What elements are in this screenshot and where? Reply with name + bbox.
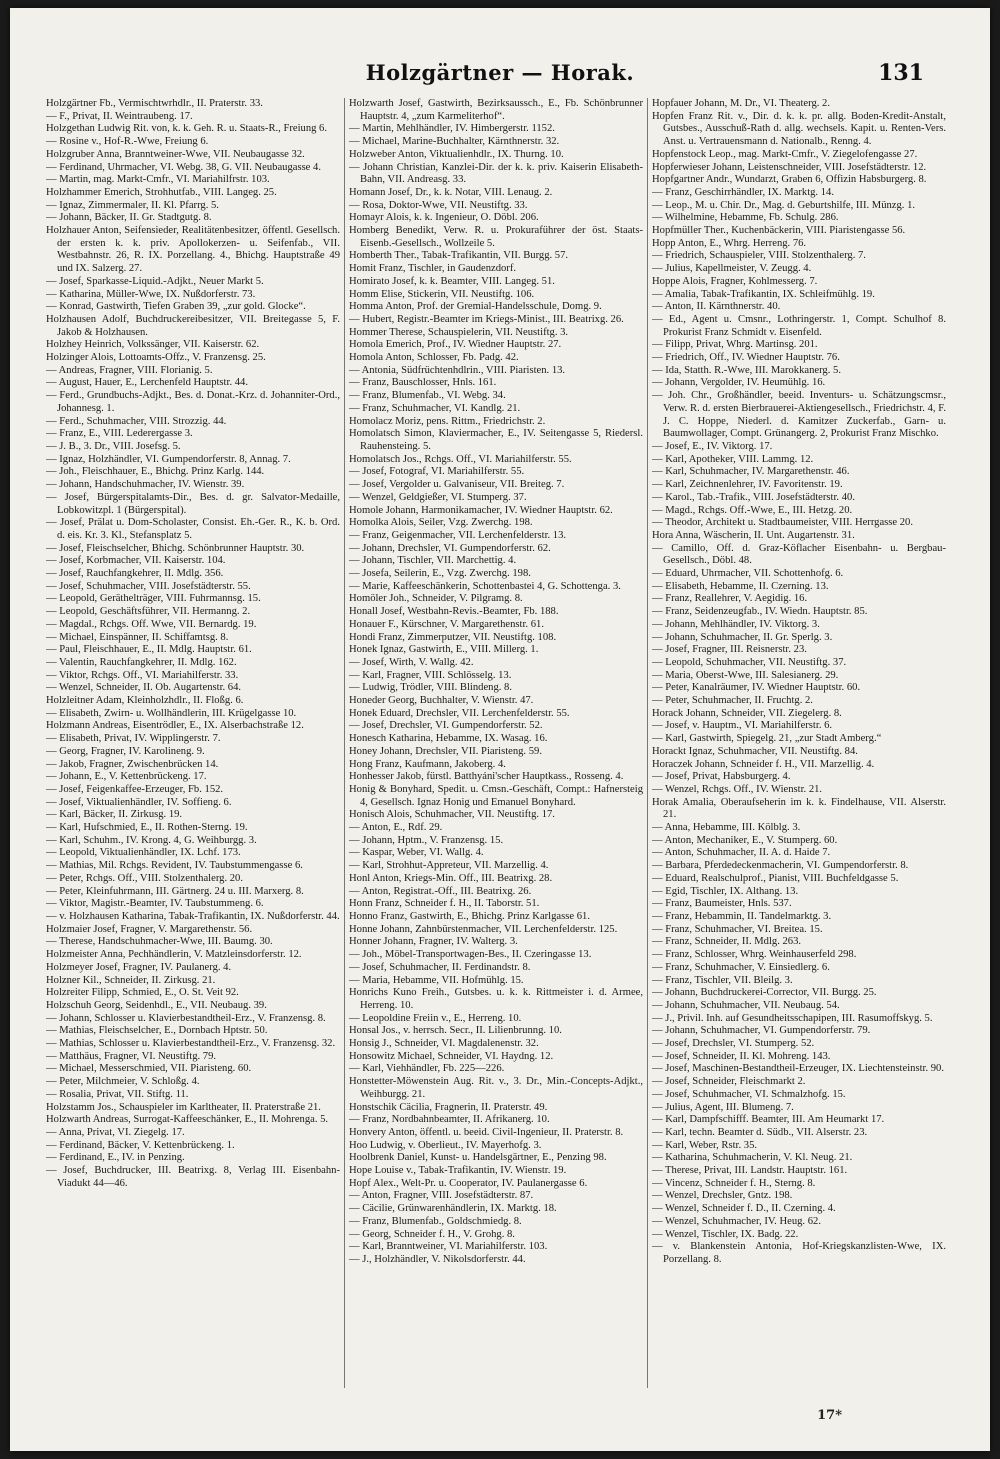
directory-entry: — Peter, Kleinfuhrmann, III. Gärtnerg. 24 u. III. Marxerg. 8. — [46, 885, 304, 897]
directory-entry: — Wenzel, Schneider, II. Ob. Augartenstr. 64. — [46, 682, 242, 694]
directory-entry: Homolacz Moriz, pens. Rittm., Friedrichstr. 2. — [349, 415, 546, 427]
directory-entry: Homole Johann, Harmonikamacher, IV. Wiedner Hauptstr. 62. — [349, 504, 613, 516]
directory-entry: — Josef, Wirth, V. Wallg. 42. — [349, 656, 474, 668]
directory-entry: — Josef, Drechsler, VI. Gumpendorferstr. 52. — [349, 720, 543, 732]
directory-entry: — Wenzel, Schuhmacher, IV. Heug. 62. — [652, 1215, 821, 1227]
directory-entry: — Mathias, Mil. Rchgs. Revident, IV. Taubstummengasse 6. — [46, 860, 303, 872]
directory-entry: — Antonia, Südfrüchtenhdlrin., VIII. Piaristen. 13. — [349, 364, 566, 376]
directory-entry: — Josef, Viktualienhändler, IV. Soffieng. 6. — [46, 796, 232, 808]
directory-entry: — Josef, Schneider, II. Kl. Mohreng. 143. — [652, 1050, 831, 1062]
directory-entry: Homola Anton, Schlosser, Fb. Padg. 42. — [349, 352, 519, 364]
directory-entry: — Karl, Bäcker, II. Zirkusg. 19. — [46, 809, 183, 821]
directory-entry: — Karl, Viehhändler, Fb. 225—226. — [349, 1063, 505, 1075]
directory-entry: — Michael, Einspänner, II. Schiffamtsg. 8. — [46, 631, 229, 643]
directory-entry: — Karl, Strohhut-Appreteur, VII. Marzellig. 4. — [349, 860, 549, 872]
directory-entry: Homöler Joh., Schneider, V. Pilgramg. 8. — [349, 593, 523, 605]
directory-entry: — Josef, Bürgerspitalamts-Dir., Bes. d. gr. Salvator-Medaille, Lobkowitzpl. 1 (Bürgerspital). — [46, 491, 340, 516]
directory-entry: Honne Johann, Zahnbürstenmacher, VII. Lerchenfelderstr. 125. — [349, 923, 618, 935]
directory-entry: — Anna, Privat, VI. Ziegelg. 17. — [46, 1126, 185, 1138]
directory-entry: Honsal Jos., v. herrsch. Secr., II. Lilienbrunng. 10. — [349, 1025, 562, 1037]
directory-entry: — Josef, Rauchfangkehrer, II. Mdlg. 356. — [46, 568, 224, 580]
directory-entry: — Peter, Rchgs. Off., VIII. Stolzenthalerg. 20. — [46, 872, 243, 884]
directory-entry: — Peter, Schuhmacher, II. Fruchtg. 2. — [652, 695, 813, 707]
directory-entry: — Karol., Tab.-Trafik., VIII. Josefstädterstr. 40. — [652, 491, 855, 503]
directory-entry: — v. Holzhausen Katharina, Tabak-Trafikantin, IX. Nußdorferstr. 44. — [46, 911, 340, 922]
directory-entry: Homayr Alois, k. k. Ingenieur, O. Döbl. 206. — [349, 212, 539, 224]
directory-entry: Horack Johann, Schneider, VII. Ziegelerg. 8. — [652, 707, 842, 719]
directory-entry: — Martin, mag. Markt-Cmfr., VI. Mariahilfrstr. 103. — [46, 174, 270, 186]
directory-entry: — Franz, Bauschlosser, Hnls. 161. — [349, 377, 497, 389]
directory-entry: — F., Privat, II. Weintraubeng. 17. — [46, 110, 193, 122]
directory-entry: — Franz, Baumeister, Hnls. 537. — [652, 898, 792, 910]
directory-entry: — Anton, Mechaniker, E., V. Stumperg. 60. — [652, 834, 838, 846]
directory-entry: — Rosalia, Privat, VII. Stiftg. 11. — [46, 1088, 189, 1100]
directory-entry: Honrichs Kuno Freih., Gutsbes. u. k. k. Rittmeister i. d. Armee, Herreng. 10. — [349, 987, 643, 1011]
directory-entry: — Johann, Schuhmacher, II. Gr. Sperlg. 3. — [652, 631, 833, 643]
directory-entry: — Leopold, Geräthelträger, VIII. Fuhrmannsg. 15. — [46, 593, 261, 605]
directory-entry: — Josef, Fleischselcher, Bhichg. Schönbrunner Hauptstr. 30. — [46, 542, 305, 554]
directory-entry: — v. Blankenstein Antonia, Hof-Kriegskanzlisten-Wwe, IX. Porzellang. 8. — [652, 1241, 946, 1265]
directory-entry: Honstschik Cäcilia, Fragnerin, II. Praterstr. 49. — [349, 1101, 548, 1113]
directory-entry: — Leopold, Viktualienhändler, IX. Lchf. 173. — [46, 847, 241, 859]
directory-entry: Holzmann Andreas, Eisentrödler, E., IX. Alserbachstraße 12. — [46, 720, 304, 732]
directory-entry: — Georg, Fragner, IV. Karolineng. 9. — [46, 745, 205, 757]
directory-entry: — Karl, Dampfschifff. Beamter, III. Am Heumarkt 17. — [652, 1114, 885, 1126]
directory-entry: — Josef, Fragner, III. Reisnerstr. 23. — [652, 644, 807, 656]
directory-entry: — Egid, Tischler, IX. Althang. 13. — [652, 885, 799, 897]
directory-entry: Horak Amalia, Oberaufseherin im k. k. Findelhause, VII. Alserstr. 21. — [652, 796, 946, 821]
directory-entry: Homirato Josef, k. k. Beamter, VIII. Langeg. 51. — [349, 275, 555, 287]
directory-entry: — Vincenz, Schneider f. H., Sterng. 8. — [652, 1177, 816, 1189]
column-1 — [46, 98, 344, 1388]
page-header — [10, 60, 990, 90]
directory-entry: — Wenzel, Drechsler, Gntz. 198. — [652, 1190, 793, 1202]
directory-entry: — Elisabeth, Hebamme, II. Czerning. 13. — [652, 580, 829, 592]
directory-entry: — Katharina, Schuhmacherin, V. Kl. Neug. 21. — [652, 1152, 853, 1164]
directory-entry: Hopfauer Johann, M. Dr., VI. Theaterg. 2. — [652, 98, 830, 109]
directory-entry: — Friedrich, Schauspieler, VIII. Stolzenthalerg. 7. — [652, 250, 866, 262]
directory-entry: — Karl, Fragner, VIII. Schlösselg. 13. — [349, 669, 512, 681]
directory-entry: — Johann, Hptm., V. Franzensg. 15. — [349, 834, 504, 846]
directory-entry: — Valentin, Rauchfangkehrer, II. Mdlg. 162. — [46, 656, 237, 668]
directory-entry: — Martin, Mehlhändler, IV. Himbergerstr. 1152. — [349, 123, 555, 135]
directory-entry: Hopferwieser Johann, Leistenschneider, VIII. Josefstädterstr. 12. — [652, 161, 927, 173]
directory-entry: Holzwarth Andreas, Surrogat-Kaffeeschänker, E., II. Mohrenga. 5. — [46, 1114, 329, 1126]
directory-entry: Hopf Alex., Welt-Pr. u. Cooperator, IV. Paulanergasse 6. — [349, 1177, 588, 1189]
directory-entry: — Wenzel, Tischler, IX. Badg. 22. — [652, 1228, 799, 1240]
directory-entry: Holzhey Heinrich, Volkssänger, VII. Kaiserstr. 62. — [46, 339, 260, 351]
directory-entry: Holzinger Alois, Lottoamts-Offz., V. Franzensg. 25. — [46, 352, 266, 364]
directory-entry: — Josef, Schneider, Fleischmarkt 2. — [652, 1076, 806, 1088]
directory-entry: Holzhauer Anton, Seifensieder, Realitätenbesitzer, öffentl. Gesellsch. der ersten k. k. priv. Apollokerzen- u. Seifenfab., VII. Westbahnstr. 26, R. IX. Porzellang. 4., Bhichg. Hauptstraße 49 und IX. Salzerg. 27. — [46, 225, 340, 275]
directory-entry: — Anton, Schuhmacher, II. A. d. Haide 7. — [652, 847, 831, 859]
directory-entry: — Josef, Feigenkaffee-Erzeuger, Fb. 152. — [46, 783, 224, 795]
directory-entry: — Kaspar, Weber, VI. Wallg. 4. — [349, 847, 484, 859]
directory-entry: — Mathias, Fleischselcher, E., Dornbach Hptstr. 50. — [46, 1025, 268, 1037]
directory-entry: Honsig J., Schneider, VI. Magdalenenstr. 32. — [349, 1038, 539, 1050]
directory-entry: — Michael, Messerschmied, VII. Piaristeng. 60. — [46, 1063, 252, 1075]
directory-entry: Holzhammer Emerich, Strohhutfab., VIII. Langeg. 25. — [46, 186, 277, 198]
directory-entry: Honek Eduard, Drechsler, VII. Lerchenfelderstr. 55. — [349, 707, 570, 719]
directory-entry: — Elisabeth, Privat, IV. Wipplingerstr. 7. — [46, 733, 221, 745]
directory-entry: Homolatsch Jos., Rchgs. Off., VI. Mariahilferstr. 55. — [349, 453, 572, 465]
directory-entry: — Josef, Sparkasse-Liquid.-Adjkt., Neuer Markt 5. — [46, 275, 264, 287]
directory-entry: — Johann, E., V. Kettenbrückeng. 17. — [46, 771, 207, 783]
directory-entry: — Leopoldine Freiin v., E., Herreng. 10. — [349, 1012, 522, 1024]
directory-entry: — Karl, Zeichnenlehrer, IV. Favoritenstr. 19. — [652, 479, 843, 491]
directory-entry: Hong Franz, Kaufmann, Jakoberg. 4. — [349, 758, 506, 770]
directory-entry: — Franz, Schuhmacher, VI. Breitea. 15. — [652, 923, 823, 935]
directory-entry: — Anton, II. Kärnthnerstr. 40. — [652, 301, 781, 313]
directory-entry: — J., Privil. Inh. auf Gesundheitsschapipen, III. Rasumoffskyg. 5. — [652, 1012, 933, 1024]
directory-entry: Hope Louise v., Tabak-Trafikantin, IV. Wienstr. 19. — [349, 1165, 567, 1177]
directory-entry: Honeder Georg, Buchhalter, V. Wienstr. 47. — [349, 695, 534, 707]
directory-entry: — Hubert, Registr.-Beamter im Kriegs-Minist., III. Beatrixg. 26. — [349, 313, 624, 325]
directory-entry: Hopp Anton, E., Whrg. Herreng. 76. — [652, 237, 807, 249]
directory-entry: Holzwarth Josef, Gastwirth, Bezirksaussch., E., Fb. Schönbrunner Hauptstr. 4, „zum Karmeliterhof“. — [349, 98, 643, 122]
directory-entry: — Wenzel, Schneider f. D., II. Czerning. 4. — [652, 1203, 836, 1215]
directory-entry: Hoppe Alois, Fragner, Kohlmesserg. 7. — [652, 275, 818, 287]
directory-entry: Honig & Bonyhard, Spedit. u. Cmsn.-Geschäft, Compt.: Hafnersteig 4, Gesellsch. Ignaz Honig und Emanuel Bonyhard. — [349, 783, 643, 808]
directory-entry: — Johann, Schuhmacher, VII. Neubaug. 54. — [652, 999, 840, 1011]
directory-entry: — Therese, Privat, III. Landstr. Hauptstr. 161. — [652, 1165, 848, 1177]
directory-entry: — Anna, Hebamme, III. Kölblg. 3. — [652, 822, 801, 834]
directory-entry: — Josef, Korbmacher, VII. Kaiserstr. 104. — [46, 555, 226, 567]
directory-entry: — Cäcilie, Grünwarenhändlerin, IX. Marktg. 18. — [349, 1203, 557, 1215]
column-3 — [647, 98, 950, 1388]
directory-entry: — Eduard, Uhrmacher, VII. Schottenhofg. 6. — [652, 568, 844, 580]
directory-entry: — Wilhelmine, Hebamme, Fb. Schulg. 286. — [652, 212, 839, 224]
directory-entry: Hopfenstock Leop., mag. Markt-Cmfr., V. Ziegelofengasse 27. — [652, 148, 918, 160]
directory-entry: — Josef, Vergolder u. Galvaniseur, VII. Breiteg. 7. — [349, 479, 565, 491]
directory-entry: — Karl, Hufschmied, E., II. Rothen-Sterng. 19. — [46, 822, 248, 834]
directory-entry: — Rosine v., Hof-R.-Wwe, Freiung 6. — [46, 136, 209, 148]
directory-entry: Honauer F., Kürschner, V. Margarethenstr. 61. — [349, 618, 544, 630]
page-number: 131 — [878, 60, 924, 86]
directory-entry: Holzgärtner Fb., Vermischtwrhdlr., II. Praterstr. 33. — [46, 98, 263, 109]
directory-entry: — Franz, Nordbahnbeamter, II. Afrikanerg. 10. — [349, 1114, 550, 1126]
running-head: Holzgärtner — Horak. — [365, 60, 635, 85]
directory-entry: — Wenzel, Rchgs. Off., IV. Wienstr. 21. — [652, 783, 823, 795]
directory-entry: — Konrad, Gastwirth, Tiefen Graben 39, „zur gold. Glocke“. — [46, 301, 306, 313]
directory-entry: — Ferdinand, Uhrmacher, VI. Webg. 38, G. VII. Neubaugasse 4. — [46, 161, 321, 173]
directory-entry: Honn Franz, Schneider f. H., II. Taborstr. 51. — [349, 898, 540, 910]
directory-entry: Homit Franz, Tischler, in Gaudenzdorf. — [349, 263, 516, 275]
directory-entry: Hoolbrenk Daniel, Kunst- u. Handelsgärtner, E., Penzing 98. — [349, 1152, 607, 1164]
directory-entry: — Johann, Mehlhändler, IV. Viktorg. 3. — [652, 618, 820, 630]
directory-entry: Holzgethan Ludwig Rit. von, k. k. Geh. R. u. Staats-R., Freiung 6. — [46, 123, 328, 135]
directory-entry: — Franz, Tischler, VII. Bleilg. 3. — [652, 974, 793, 986]
directory-entry: Homberth Ther., Tabak-Trafikantin, VII. Burgg. 57. — [349, 250, 569, 262]
directory-entry: — Paul, Fleischhauer, E., II. Mdlg. Hauptstr. 61. — [46, 644, 252, 656]
directory-entry: — J., Holzhändler, V. Nikolsdorferstr. 44. — [349, 1253, 526, 1265]
directory-entry: — Johann, Handschuhmacher, IV. Wienstr. 39. — [46, 479, 245, 491]
directory-entry: Honno Franz, Gastwirth, E., Bhichg. Prinz Karlgasse 61. — [349, 911, 590, 922]
directory-entry: Holzmeyer Josef, Fragner, IV. Paulanerg. 4. — [46, 961, 232, 973]
directory-entry: Holzmaier Josef, Fragner, V. Margarethenstr. 56. — [46, 923, 253, 935]
directory-entry: — Ferdinand, Bäcker, V. Kettenbrückeng. 1. — [46, 1139, 235, 1151]
directory-entry: — Ignaz, Zimmermaler, II. Kl. Pfarrg. 5. — [46, 199, 219, 211]
directory-entry: — Franz, Hebammin, II. Tandelmarktg. 3. — [652, 911, 832, 922]
directory-entry: — Eduard, Realschulprof., Pianist, VIII. Buchfeldgasse 5. — [652, 872, 899, 884]
directory-entry: Holzmeister Anna, Pechhändlerin, V. Matzleinsdorferstr. 12. — [46, 949, 302, 961]
directory-entry: — Rosa, Doktor-Wwe, VII. Neustiftg. 33. — [349, 199, 528, 211]
directory-entry: — Franz, Schuhmacher, VI. Kandlg. 21. — [349, 402, 521, 414]
directory-entry: — Johann, Vergolder, IV. Heumühlg. 16. — [652, 377, 826, 389]
directory-entry: Honvery Anton, öffentl. u. beeid. Civil-Ingenieur, II. Praterstr. 8. — [349, 1126, 624, 1138]
directory-entry: — Josef, Schuhmacher, VI. Schmalzhofg. 15. — [652, 1088, 846, 1100]
directory-entry: — Mathias, Schlosser u. Klavierbestandtheil-Erz., V. Franzensg. 32. — [46, 1038, 336, 1050]
directory-entry: — Ferd., Grundbuchs-Adjkt., Bes. d. Donat.-Krz. d. Johanniter-Ord., Johannesg. 1. — [46, 390, 340, 414]
directory-entry: — Peter, Milchmeier, V. Schloßg. 4. — [46, 1076, 200, 1088]
directory-entry: — Karl, Apotheker, VIII. Lammg. 12. — [652, 453, 814, 465]
directory-entry: — Julius, Kapellmeister, V. Zeugg. 4. — [652, 263, 812, 275]
directory-entry: — Matthäus, Fragner, VI. Neustiftg. 79. — [46, 1050, 217, 1062]
directory-entry: — Johann, Buchdruckerei-Corrector, VII. Burgg. 25. — [652, 987, 877, 999]
directory-entry: — Leopold, Schuhmacher, VII. Neustiftg. 37. — [652, 656, 847, 668]
directory-entry: — Franz, Reallehrer, V. Aegidig. 16. — [652, 593, 808, 605]
directory-entry: — Johann, Bäcker, II. Gr. Stadtgutg. 8. — [46, 212, 212, 224]
directory-entry: — Ludwig, Trödler, VIII. Blindeng. 8. — [349, 682, 512, 694]
directory-entry: — Josef, Fotograf, VI. Mariahilferstr. 55. — [349, 466, 525, 478]
directory-entry: — Ignaz, Holzhändler, VI. Gumpendorferstr. 8, Annag. 7. — [46, 453, 291, 465]
directory-entry: Holzstamm Jos., Schauspieler im Karltheater, II. Praterstraße 21. — [46, 1101, 321, 1113]
directory-entry: — Joh., Möbel-Transportwagen-Bes., II. Czeringasse 13. — [349, 949, 592, 961]
directory-entry: Honey Johann, Drechsler, VII. Piaristeng. 59. — [349, 745, 542, 757]
directory-entry: Horackt Ignaz, Schuhmacher, VII. Neustiftg. 84. — [652, 745, 858, 757]
directory-entry: — Johann, Tischler, VII. Marchettig. 4. — [349, 555, 517, 567]
directory-entry: Holzweber Anton, Viktualienhdlr., IX. Thurng. 10. — [349, 148, 564, 160]
directory-entry: — Ferd., Schuhmacher, VIII. Strozzig. 44. — [46, 415, 227, 427]
directory-entry: Honek Ignaz, Gastwirth, E., VIII. Millerg. 1. — [349, 644, 539, 656]
directory-entry: — Josef, E., IV. Viktorg. 17. — [652, 440, 773, 452]
directory-entry: — Georg, Schneider f. H., V. Grohg. 8. — [349, 1228, 515, 1240]
directory-entry: Honl Anton, Kriegs-Min. Off., III. Beatrixg. 28. — [349, 872, 553, 884]
directory-entry: — Viktor, Magistr.-Beamter, IV. Taubstummeng. 6. — [46, 898, 264, 910]
directory-entry: Holzreiter Filipp, Schmied, E., O. St. Veit 92. — [46, 987, 239, 999]
directory-entry: — Joh. Chr., Großhändler, beeid. Inventurs- u. Schätzungscmsr., Verw. R. d. ersten Bierbrauerei-Aktiengesellsch., Friedrichstr. 4, F. J. C. Hoppe, Niederl. d. Kamitzer Zuckerfab., Garn- u. Baumwollager, Compt. Grünangerg. 2, Prokurist Franz Mischko. — [652, 390, 946, 440]
directory-entry: Holzschuh Georg, Seidenhdl., E., VII. Neubaug. 39. — [46, 999, 267, 1011]
directory-entry: — Barbara, Pferdedeckenmacherin, VI. Gumpendorferstr. 8. — [652, 860, 909, 872]
directory-entry: — Johann Christian, Kanzlei-Dir. der k. k. priv. Kaiserin Elisabeth-Bahn, VII. Andreasg. 33. — [349, 161, 643, 186]
directory-entry: — Johann, Schlosser u. Klavierbestandtheil-Erz., V. Franzensg. 8. — [46, 1012, 326, 1024]
directory-entry: Hommer Therese, Schauspielerin, VII. Neustiftg. 3. — [349, 326, 569, 338]
directory-entry: — Katharina, Müller-Wwe, IX. Nußdorferstr. 73. — [46, 288, 256, 300]
directory-entry: — Anton, Registrat.-Off., III. Beatrixg. 26. — [349, 885, 532, 897]
directory-entry: Holzgruber Anna, Branntweiner-Wwe, VII. Neubaugasse 32. — [46, 148, 305, 160]
directory-entry: — Theodor, Architekt u. Stadtbaumeister, VIII. Herrgasse 20. — [652, 517, 913, 529]
directory-entry: — Franz, Blumenfab., VI. Webg. 34. — [349, 390, 506, 402]
column-2 — [344, 98, 647, 1388]
directory-entry: — Filipp, Privat, Whrg. Martinsg. 201. — [652, 339, 818, 351]
directory-entry: — Viktor, Rchgs. Off., VI. Mariahilferstr. 33. — [46, 669, 239, 681]
directory-entry: — Wenzel, Geldgießer, VI. Stumperg. 37. — [349, 491, 527, 503]
directory-entry: — Karl, Weber, Rstr. 35. — [652, 1139, 758, 1151]
directory-entry: — August, Hauer, E., Lerchenfeld Hauptstr. 44. — [46, 377, 248, 389]
directory-entry: — Josefa, Seilerin, E., Vzg. Zwerchg. 198. — [349, 568, 531, 580]
directory-entry: — Johann, Schuhmacher, VI. Gumpendorferstr. 79. — [652, 1025, 871, 1037]
directory-entry: — Franz, Schuhmacher, V. Einsiedlerg. 6. — [652, 961, 830, 973]
directory-entry: — Michael, Marine-Buchhalter, Kärnthnerstr. 32. — [349, 136, 560, 148]
directory-entry: Homolatsch Simon, Klaviermacher, E., IV. Seitengasse 5, Riedersl. Rauhensteing. 5. — [349, 428, 643, 452]
directory-entry: Homma Anton, Prof. der Gremial-Handelsschule, Domg. 9. — [349, 301, 602, 313]
directory-entry: Homola Emerich, Prof., IV. Wiedner Hauptstr. 27. — [349, 339, 562, 351]
directory-columns — [46, 98, 950, 1388]
directory-entry: — Karl, Schuhm., IV. Krong. 4, G. Weihburgg. 3. — [46, 834, 257, 846]
directory-entry: Honner Johann, Fragner, IV. Walterg. 3. — [349, 936, 518, 948]
directory-entry: — Josef, Maschinen-Bestandtheil-Erzeuger, IX. Liechtensteinstr. 90. — [652, 1063, 944, 1075]
directory-entry: Honstetter-Möwenstein Aug. Rit. v., 3. Dr., Min.-Concepts-Adjkt., Weihburgg. 21. — [349, 1076, 643, 1100]
directory-entry: Hora Anna, Wäscherin, II. Unt. Augartenstr. 31. — [652, 529, 855, 541]
directory-entry: — Franz, Blumenfab., Goldschmiedg. 8. — [349, 1215, 522, 1227]
directory-entry: — Franz, Schlosser, Whrg. Weinhauserfeld 298. — [652, 949, 857, 961]
signature-mark: 17* — [817, 1408, 842, 1423]
directory-entry: — Therese, Handschuhmacher-Wwe, III. Baumg. 30. — [46, 936, 273, 948]
directory-entry: — Elisabeth, Zwirn- u. Wollhändlerin, III. Krügelgasse 10. — [46, 707, 297, 719]
directory-entry: — Ferdinand, E., IV. in Penzing. — [46, 1152, 185, 1164]
directory-entry: — Franz, Geschirrhändler, IX. Marktg. 14. — [652, 186, 834, 198]
directory-entry: Honall Josef, Westbahn-Revis.-Beamter, Fb. 188. — [349, 606, 559, 618]
directory-entry: — Leopold, Geschäftsführer, VII. Hermanng. 2. — [46, 606, 251, 618]
directory-entry: Hopfmüller Ther., Kuchenbäckerin, VIII. Piaristengasse 56. — [652, 225, 906, 237]
directory-entry: — Josef, v. Hauptm., VI. Mariahilferstr. 6. — [652, 720, 833, 732]
directory-entry: — Josef, Privat, Habsburgerg. 4. — [652, 771, 791, 783]
directory-entry: — Karl, Schuhmacher, IV. Margarethenstr. 46. — [652, 466, 850, 478]
directory-entry: — Karl, techn. Beamter d. Südb., VII. Alserstr. 23. — [652, 1126, 868, 1138]
directory-entry: Hoo Ludwig, v. Oberlieut., IV. Mayerhofg. 3. — [349, 1139, 542, 1151]
directory-entry: Honisch Alois, Schuhmacher, VII. Neustiftg. 17. — [349, 809, 555, 821]
directory-entry: — Karl, Gastwirth, Spiegelg. 21, „zur Stadt Amberg.“ — [652, 733, 882, 745]
directory-entry: — Friedrich, Off., IV. Wiedner Hauptstr. 76. — [652, 352, 840, 364]
directory-entry: — Ida, Statth. R.-Wwe, III. Marokkanerg. 5. — [652, 364, 841, 376]
directory-entry: — Karl, Branntweiner, VI. Mariahilferstr. 103. — [349, 1241, 548, 1253]
directory-entry: — Anton, Fragner, VIII. Josefstädterstr. 87. — [349, 1190, 534, 1202]
directory-entry: — Anton, E., Rdf. 29. — [349, 822, 443, 834]
directory-entry: — Jakob, Fragner, Zwischenbrücken 14. — [46, 758, 219, 770]
directory-entry: Homberg Benedikt, Verw. R. u. Prokuraführer der öst. Staats-Eisenb.-Gesellsch., Wollzeile 5. — [349, 225, 643, 249]
directory-entry: Homann Josef, Dr., k. k. Notar, VIII. Lenaug. 2. — [349, 186, 553, 198]
directory-entry: — Josef, Buchdrucker, III. Beatrixg. 8, Verlag III. Eisenbahn-Viadukt 44—46. — [46, 1165, 340, 1189]
directory-entry: — Leop., M. u. Chir. Dr., Mag. d. Geburtshilfe, III. Münzg. 1. — [652, 199, 916, 211]
directory-entry: — Josef, Schuhmacher, VIII. Josefstädterstr. 55. — [46, 580, 251, 592]
directory-entry: — J. B., 3. Dr., VIII. Josefsg. 5. — [46, 440, 181, 452]
directory-entry: Hopfgartner Andr., Wundarzt, Graben 6, Offizin Habsburgerg. 8. — [652, 174, 927, 186]
directory-entry: — Josef, Drechsler, VI. Stumperg. 52. — [652, 1038, 815, 1050]
directory-entry: Holzhausen Adolf, Buchdruckereibesitzer, VII. Breitegasse 5, F. Jakob & Holzhausen. — [46, 313, 340, 338]
directory-entry: Holzleitner Adam, Kleinholzhdlr., II. Floßg. 6. — [46, 695, 244, 707]
directory-entry: — Franz, Geigenmacher, VII. Lerchenfelderstr. 13. — [349, 529, 567, 541]
directory-entry: — Franz, Schneider, II. Mdlg. 263. — [652, 936, 802, 948]
directory-entry: — Maria, Hebamme, VII. Hofmühlg. 15. — [349, 974, 524, 986]
directory-entry: — Marie, Kaffeeschänkerin, Schottenbastei 4, G. Schottenga. 3. — [349, 580, 621, 592]
directory-entry: Homolka Alois, Seiler, Vzg. Zwerchg. 198. — [349, 517, 533, 529]
directory-entry: — Peter, Kanalräumer, IV. Wiedner Hauptstr. 60. — [652, 682, 861, 694]
directory-entry: Honesch Katharina, Hebamme, IX. Wasag. 16. — [349, 733, 548, 745]
directory-entry: Honsowitz Michael, Schneider, VI. Haydng. 12. — [349, 1050, 554, 1062]
directory-entry: — Magd., Rchgs. Off.-Wwe, E., III. Hetzg. 20. — [652, 504, 853, 516]
directory-entry: — Amalia, Tabak-Trafikantin, IX. Schleifmühlg. 19. — [652, 288, 875, 300]
directory-entry: — Josef, Prälat u. Dom-Scholaster, Consist. Eh.-Ger. R., K. b. Ord. d. eis. Kr. 3. Kl., Stefansplatz 5. — [46, 517, 340, 541]
directory-entry: — Franz, E., VIII. Lederergasse 3. — [46, 428, 193, 440]
directory-entry: — Magdal., Rchgs. Off. Wwe, VII. Bernardg. 19. — [46, 618, 257, 630]
directory-entry: Homm Elise, Stickerin, VII. Neustiftg. 106. — [349, 288, 535, 300]
directory-entry: — Joh., Fleischhauer, E., Bhichg. Prinz Karlg. 144. — [46, 466, 265, 478]
directory-entry: Horaczek Johann, Schneider f. H., VII. Marzellig. 4. — [652, 758, 875, 770]
directory-entry: — Ed., Agent u. Cmsnr., Lothringerstr. 1, Compt. Schulhof 8. Prokurist Franz Schmidt v. Eisenfeld. — [652, 313, 946, 338]
directory-entry: — Julius, Agent, III. Blumeng. 7. — [652, 1101, 794, 1113]
directory-entry: — Josef, Schuhmacher, II. Ferdinandstr. 8. — [349, 961, 531, 973]
directory-entry: Honhesser Jakob, fürstl. Batthyáni'scher Hauptkass., Rosseng. 4. — [349, 771, 624, 783]
directory-page — [10, 8, 990, 1451]
directory-entry: — Franz, Seidenzeugfab., IV. Wiedn. Hauptstr. 85. — [652, 606, 868, 618]
directory-entry: Holzner Kil., Schneider, II. Zirkusg. 21. — [46, 974, 216, 986]
directory-entry: — Maria, Oberst-Wwe, III. Salesianerg. 29. — [652, 669, 839, 681]
directory-entry: — Johann, Drechsler, VI. Gumpendorferstr. 62. — [349, 542, 551, 554]
directory-entry: — Camillo, Off. d. Graz-Köflacher Eisenbahn- u. Bergbau-Gesellsch., Döbl. 48. — [652, 542, 946, 567]
directory-entry: — Andreas, Fragner, VIII. Florianig. 5. — [46, 364, 213, 376]
directory-entry: Hopfen Franz Rit. v., Dir. d. k. k. pr. allg. Boden-Kredit-Anstalt, Gutsbes., Ausschuß-Rath d. allg. wechsels. Kapit. u. Renten-Vers. Anst. u. Vertrauensmann d. Nationalb., Renng. 4. — [652, 110, 946, 148]
directory-entry: Hondi Franz, Zimmerputzer, VII. Neustiftg. 108. — [349, 631, 557, 643]
